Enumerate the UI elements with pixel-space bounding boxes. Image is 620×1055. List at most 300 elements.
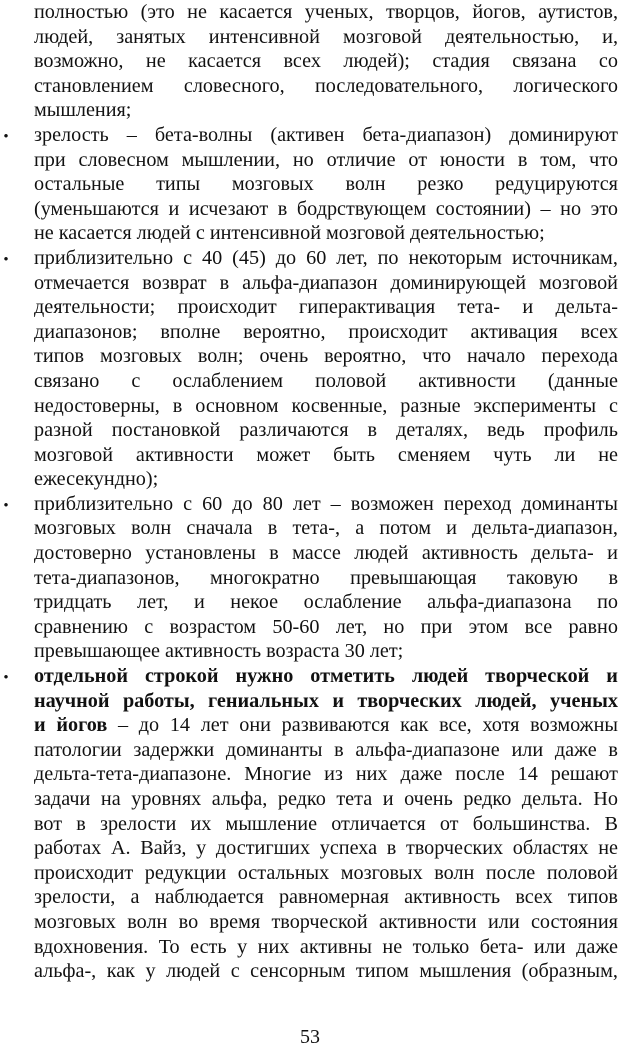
text-line: [34, 787, 618, 812]
word: большинства.: [472, 812, 591, 835]
word: чуть: [493, 443, 532, 466]
word: активность: [404, 886, 501, 909]
word: научной: [34, 689, 110, 712]
text-line: [34, 738, 618, 763]
word: доминируют: [509, 123, 618, 146]
text-line: [34, 148, 618, 173]
word: с: [131, 369, 141, 392]
word: в: [172, 394, 183, 417]
word: отметить: [310, 665, 395, 688]
word: до: [138, 714, 160, 737]
word: у: [237, 935, 248, 958]
word: в: [219, 271, 230, 294]
word: (активен: [270, 123, 345, 146]
word: йогов: [56, 714, 108, 737]
word: деятельностью;: [410, 222, 545, 245]
word: в: [517, 148, 528, 171]
text-line: [34, 74, 618, 99]
word: 80: [262, 492, 283, 515]
word: бета-волны: [154, 123, 253, 146]
bullet-point: •: [3, 251, 9, 268]
text-line: [34, 910, 618, 935]
word: они: [239, 714, 271, 737]
word: касается: [58, 222, 132, 245]
word: разные: [400, 394, 461, 417]
word: в: [269, 542, 279, 565]
word: интенсивной: [208, 25, 320, 48]
word: гениальных: [208, 689, 319, 712]
word: ослаблением: [172, 369, 284, 392]
word: все: [524, 615, 553, 638]
word: по: [597, 591, 618, 614]
word: не: [145, 50, 166, 73]
text-line: [34, 689, 618, 714]
word: очень: [259, 345, 309, 368]
text-line: [34, 664, 618, 689]
word: Многие: [244, 763, 312, 786]
word: от: [439, 812, 459, 835]
word: типом: [355, 960, 409, 983]
word: мозговых: [340, 861, 423, 884]
word: этом: [468, 615, 509, 638]
word: может: [256, 443, 311, 466]
word: 60: [306, 246, 327, 269]
word: Вайз,: [140, 837, 187, 860]
word: возможно,: [34, 50, 124, 73]
word: вероятно,: [324, 345, 407, 368]
word: редко: [277, 788, 326, 810]
word: дельта-тета-диапазоне.: [34, 763, 232, 786]
text-line: [34, 762, 618, 787]
word: (45): [232, 246, 266, 269]
text-line: [34, 0, 618, 25]
text-line: [34, 812, 618, 837]
word: но: [383, 615, 405, 638]
word: и: [168, 197, 180, 220]
page-number: 53: [300, 1026, 320, 1048]
text-line: [34, 615, 618, 640]
word: мозговых: [99, 345, 182, 368]
word: возврат: [142, 271, 207, 294]
text-line: [34, 516, 618, 541]
word: людей: [166, 960, 221, 983]
word: возможен: [350, 492, 434, 515]
word: их: [190, 812, 212, 835]
word: задержки: [133, 738, 215, 761]
word: при: [34, 148, 66, 171]
word: мозговых: [231, 173, 314, 196]
word: что: [589, 148, 618, 171]
text-line: [34, 861, 618, 886]
word: мышления;: [34, 99, 132, 122]
word: переход: [443, 492, 512, 515]
text-line: [34, 394, 618, 419]
word: и: [332, 689, 344, 712]
word: в: [608, 738, 618, 761]
word: или: [511, 738, 544, 761]
word: не: [382, 935, 403, 958]
word: людей: [354, 542, 409, 565]
word: редуцируются: [495, 173, 618, 196]
word: 40: [202, 246, 223, 269]
word: логического: [513, 74, 618, 97]
word: То: [158, 935, 180, 958]
text-line: [34, 935, 618, 960]
word: сенсорным: [250, 960, 346, 983]
word: успеха: [319, 837, 378, 860]
word: ли: [554, 443, 576, 466]
word: не: [187, 1, 207, 23]
text-line: [34, 443, 618, 468]
word: но: [292, 148, 314, 171]
word: очень: [404, 788, 453, 810]
word: работы,: [122, 689, 195, 712]
word: косвенные,: [291, 394, 388, 417]
word: даже: [576, 935, 618, 958]
word: юности: [439, 148, 505, 171]
word: достигших: [215, 837, 311, 860]
word: мозговых: [34, 517, 116, 540]
word: –: [117, 714, 129, 737]
word: мышлении,: [181, 148, 281, 171]
word: даже: [400, 763, 443, 786]
word: состояния: [530, 910, 618, 933]
word: не: [598, 837, 618, 860]
text-line: [34, 541, 618, 566]
paragraph: [3, 123, 618, 246]
word: связана: [512, 50, 577, 73]
word: половой: [315, 369, 387, 392]
word: и: [34, 714, 46, 737]
word: альфа-диапазон: [242, 271, 378, 294]
word: В: [604, 812, 618, 835]
word: что: [422, 345, 452, 368]
word: становлением: [34, 74, 154, 97]
word: и: [446, 517, 457, 540]
word: альфа-,: [34, 960, 97, 983]
word: людей: [411, 665, 469, 688]
word: не: [34, 222, 54, 245]
word: или: [533, 935, 566, 958]
word: от: [408, 148, 428, 171]
word: активности: [135, 443, 234, 466]
word: основном: [195, 394, 279, 417]
word: равномерная: [278, 886, 389, 909]
word: происходит: [177, 296, 277, 319]
bullet-point: •: [3, 128, 9, 145]
word: хотя: [482, 714, 520, 737]
word: деятельности;: [34, 296, 156, 319]
word: (уменьшаются: [34, 197, 159, 220]
word: работах: [34, 837, 102, 860]
word: с: [183, 246, 193, 269]
word: всех: [515, 886, 553, 909]
text-line: [34, 25, 618, 50]
word: бодрствующем: [296, 197, 427, 220]
word: лет,: [137, 591, 169, 614]
word: 60: [202, 492, 223, 515]
word: это: [590, 197, 618, 220]
word: связано: [34, 369, 100, 392]
word: альфа,: [211, 788, 268, 810]
word: с: [144, 615, 154, 638]
word: с: [183, 492, 193, 515]
word: мышления: [419, 960, 512, 983]
word: таковую: [507, 566, 578, 589]
word: людей);: [343, 50, 410, 73]
word: волн: [127, 910, 168, 933]
text-line: [34, 98, 618, 123]
word: занятых: [116, 25, 186, 48]
word: зрелость: [34, 123, 109, 146]
word: волн: [434, 861, 475, 884]
word: (это: [140, 1, 175, 23]
word: превышающее: [34, 640, 161, 663]
word: в: [334, 738, 344, 761]
word: только: [412, 935, 470, 958]
word: задачи: [34, 788, 91, 810]
word: касается: [219, 1, 293, 23]
word: лет,: [335, 615, 368, 638]
word: Но: [593, 788, 618, 810]
word: альфа-диапазона: [427, 591, 572, 614]
word: ослабление: [303, 591, 402, 614]
word: мышление: [225, 812, 318, 835]
text-line: [34, 885, 618, 910]
word: том,: [540, 148, 577, 171]
word: типы: [156, 173, 201, 196]
word: отличается: [331, 812, 426, 835]
text-line: [34, 221, 618, 246]
word: дельта-: [555, 296, 618, 319]
word: диапазонов;: [34, 320, 138, 343]
word: многократно: [210, 566, 320, 589]
word: вот: [34, 812, 63, 835]
word: в: [76, 812, 86, 835]
word: патологии: [34, 738, 122, 761]
word: лет: [200, 714, 229, 737]
bullet-point: •: [3, 497, 9, 514]
word: приблизительно: [34, 246, 174, 269]
text-line: [34, 271, 618, 296]
word: но: [560, 197, 582, 220]
word: бета-диапазон): [362, 123, 492, 146]
text-line: [34, 123, 618, 148]
text-line: [34, 197, 618, 222]
word: все,: [439, 714, 472, 737]
word: до: [232, 492, 253, 515]
word: и,: [602, 25, 618, 48]
word: доминанты: [225, 738, 323, 761]
word: типов: [34, 345, 85, 368]
text-line: [34, 566, 618, 591]
word: активация: [470, 320, 558, 343]
word: альфа-диапазоне: [355, 738, 500, 761]
word: потом: [379, 517, 431, 540]
word: редукции: [144, 861, 227, 884]
word: зрелости: [99, 812, 177, 835]
word: дельта-диапазон,: [472, 517, 618, 540]
word: людей,: [34, 25, 94, 48]
word: достоверно: [34, 542, 132, 565]
word: А.: [110, 837, 131, 860]
word: перехода: [541, 345, 618, 368]
word: половой: [546, 861, 618, 884]
text-line: [34, 836, 618, 861]
word: 14: [517, 763, 538, 786]
word: с: [608, 394, 618, 417]
word: активности: [418, 369, 516, 392]
text-line: [34, 49, 618, 74]
word: исчезают: [188, 197, 269, 220]
word: нужно: [235, 665, 294, 688]
word: последовательного,: [315, 74, 484, 97]
word: возраста: [266, 640, 340, 663]
word: отличие: [326, 148, 396, 171]
word: развиваются: [281, 714, 390, 737]
word: быть: [333, 443, 376, 466]
word: состоянии): [435, 197, 531, 220]
word: во: [178, 910, 199, 933]
word: некое: [230, 591, 279, 614]
word: наблюдается: [154, 886, 264, 909]
word: активности: [378, 910, 477, 933]
word: творческих: [357, 689, 462, 712]
word: словесном: [78, 148, 169, 171]
word: лет,: [336, 246, 368, 269]
word: типов: [567, 886, 618, 909]
word: приблизительно: [34, 492, 174, 515]
word: касается: [188, 50, 262, 73]
text-line: [34, 590, 618, 615]
word: в: [367, 419, 378, 442]
word: у: [196, 837, 207, 860]
word: возрастом: [169, 615, 257, 638]
paragraph: [3, 492, 618, 664]
text-line: [34, 492, 618, 517]
word: при: [420, 615, 453, 638]
word: творческой: [485, 665, 590, 688]
word: (данные: [547, 369, 618, 392]
word: по: [377, 246, 399, 269]
word: установлены: [145, 542, 256, 565]
word: ежесекундно);: [34, 468, 159, 491]
word: происходит: [348, 320, 448, 343]
word: доминирующей: [390, 271, 527, 294]
word: равно: [568, 615, 618, 638]
paragraph: [34, 0, 618, 123]
word: мозговой: [34, 443, 114, 466]
text-line: [34, 467, 618, 492]
word: активность: [165, 640, 262, 663]
word: мозговых: [34, 910, 116, 933]
text-line: [34, 959, 618, 984]
word: них: [257, 935, 290, 958]
word: возможны: [530, 714, 618, 737]
word: творческой: [271, 910, 368, 933]
word: вероятно,: [243, 320, 326, 343]
word: словесного,: [183, 74, 285, 97]
word: тета-,: [292, 517, 341, 540]
word: лет: [292, 492, 321, 515]
text-line: [34, 172, 618, 197]
word: творческих: [405, 837, 504, 860]
word: с: [230, 960, 240, 983]
word: как: [106, 960, 135, 983]
word: после: [455, 763, 505, 786]
word: некоторым: [408, 246, 502, 269]
text-line: [34, 713, 618, 738]
word: людей,: [475, 689, 537, 712]
word: в: [386, 837, 397, 860]
word: бета-: [479, 935, 524, 958]
word: активны: [299, 935, 372, 958]
paragraph: [3, 246, 618, 492]
word: источникам,: [511, 246, 618, 269]
word: как: [400, 714, 429, 737]
word: на: [100, 788, 121, 810]
word: и: [607, 542, 618, 565]
word: остальные: [34, 173, 125, 196]
word: у: [145, 960, 156, 983]
bullet-point: •: [3, 670, 9, 687]
word: мозговой: [342, 25, 422, 48]
word: и: [606, 665, 618, 688]
word: различаются: [239, 419, 349, 442]
text-line: [34, 344, 618, 369]
word: гиперактивация: [299, 296, 436, 319]
word: творцов,: [385, 1, 460, 23]
word: деятельностью,: [445, 25, 580, 48]
word: в: [277, 197, 288, 220]
word: массе: [292, 542, 341, 565]
word: людей: [136, 222, 191, 245]
word: волн;: [197, 345, 244, 368]
word: деталях,: [396, 419, 469, 442]
word: тета: [336, 788, 373, 810]
word: из: [324, 763, 343, 786]
word: полностью: [34, 1, 129, 23]
word: 50-60: [272, 615, 320, 638]
word: областях: [512, 837, 589, 860]
word: зрелости,: [34, 886, 116, 909]
word: ученых,: [304, 1, 374, 23]
word: начало: [466, 345, 526, 368]
word: не: [598, 443, 618, 466]
word: доминанты: [521, 492, 618, 515]
word: 30: [344, 640, 365, 663]
word: редко: [463, 788, 512, 810]
word: превышающая: [350, 566, 477, 589]
word: ученых: [550, 689, 618, 712]
word: резко: [417, 173, 464, 196]
word: 14: [169, 714, 190, 737]
word: после: [485, 861, 536, 884]
word: тета-диапазонов,: [34, 566, 180, 589]
text-line: [34, 639, 618, 664]
word: всех: [580, 320, 618, 343]
word: тета-: [457, 296, 501, 319]
paragraph: [3, 664, 618, 984]
word: интенсивной: [209, 222, 322, 245]
word: стадия: [432, 50, 490, 73]
word: а: [130, 886, 140, 909]
text-line: [34, 320, 618, 345]
word: сменяем: [397, 443, 471, 466]
word: тридцать: [34, 591, 112, 614]
word: лет;: [369, 640, 404, 663]
word: есть: [190, 935, 227, 958]
